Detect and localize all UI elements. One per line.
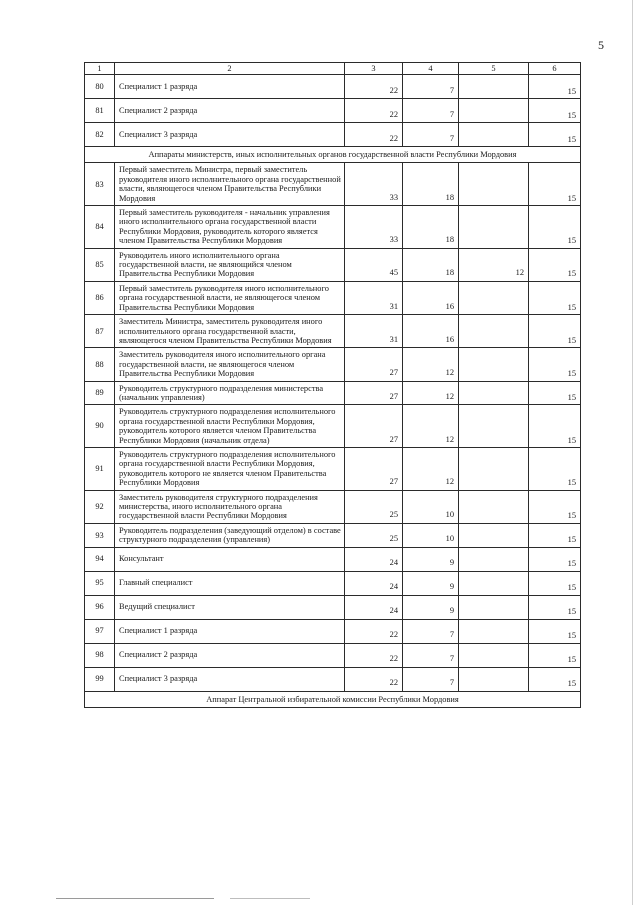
value-col-3: 24 bbox=[345, 547, 403, 571]
table-row bbox=[85, 447, 581, 490]
value-col-5 bbox=[459, 123, 529, 147]
section-title: Аппарат Центральной избирательной комиссии Республики Мордовия bbox=[85, 691, 581, 707]
value-col-3: 33 bbox=[345, 163, 403, 206]
header-col-6: 6 bbox=[529, 63, 581, 75]
value-col-3: 22 bbox=[345, 123, 403, 147]
row-number: 94 bbox=[85, 547, 115, 571]
value-col-3: 27 bbox=[345, 348, 403, 381]
value-col-5 bbox=[459, 667, 529, 691]
value-col-3: 22 bbox=[345, 643, 403, 667]
row-number: 90 bbox=[85, 405, 115, 448]
position-name: Заместитель руководителя иного исполнительного органа государственной власти, не являющегося членом Правительства Республики Мордовия bbox=[115, 348, 345, 381]
value-col-3: 45 bbox=[345, 248, 403, 281]
header-col-3: 3 bbox=[345, 63, 403, 75]
row-number: 83 bbox=[85, 163, 115, 206]
position-name: Первый заместитель руководителя иного исполнительного органа государственной власти, не являющегося членом Правительства Республики Мордовия bbox=[115, 281, 345, 314]
row-number: 82 bbox=[85, 123, 115, 147]
value-col-4: 7 bbox=[403, 643, 459, 667]
value-col-5 bbox=[459, 490, 529, 523]
row-number: 86 bbox=[85, 281, 115, 314]
position-name: Первый заместитель руководителя - начальник управления иного исполнительного органа государственной власти Республики Мордовия, руководитель которого является членом Правительства Республики Мордовия bbox=[115, 206, 345, 249]
value-col-6: 15 bbox=[529, 99, 581, 123]
position-name: Специалист 1 разряда bbox=[115, 619, 345, 643]
value-col-3: 22 bbox=[345, 99, 403, 123]
value-col-3: 31 bbox=[345, 315, 403, 348]
position-name: Руководитель структурного подразделения министерства (начальник управления) bbox=[115, 381, 345, 405]
value-col-3: 33 bbox=[345, 206, 403, 249]
table-row bbox=[85, 315, 581, 348]
row-number: 91 bbox=[85, 447, 115, 490]
footer-rule bbox=[56, 898, 214, 899]
value-col-4: 12 bbox=[403, 348, 459, 381]
position-name: Руководитель иного исполнительного органа государственной власти, не являющийся членом Правительства Республики Мордовия bbox=[115, 248, 345, 281]
header-col-5: 5 bbox=[459, 63, 529, 75]
value-col-4: 10 bbox=[403, 490, 459, 523]
table-row bbox=[85, 381, 581, 405]
value-col-6: 15 bbox=[529, 348, 581, 381]
value-col-4: 7 bbox=[403, 667, 459, 691]
value-col-3: 22 bbox=[345, 619, 403, 643]
value-col-6: 15 bbox=[529, 163, 581, 206]
position-name: Консультант bbox=[115, 547, 345, 571]
table-row bbox=[85, 523, 581, 547]
position-name: Специалист 2 разряда bbox=[115, 643, 345, 667]
value-col-5 bbox=[459, 206, 529, 249]
value-col-5 bbox=[459, 381, 529, 405]
value-col-5 bbox=[459, 619, 529, 643]
value-col-5 bbox=[459, 547, 529, 571]
table-row bbox=[85, 595, 581, 619]
header-col-4: 4 bbox=[403, 63, 459, 75]
value-col-4: 18 bbox=[403, 206, 459, 249]
value-col-6: 15 bbox=[529, 381, 581, 405]
value-col-5 bbox=[459, 447, 529, 490]
value-col-4: 18 bbox=[403, 248, 459, 281]
row-number: 99 bbox=[85, 667, 115, 691]
position-name: Заместитель руководителя структурного подразделения министерства, иного исполнительного органа государственной власти Республики Мордовия bbox=[115, 490, 345, 523]
position-name: Специалист 1 разряда bbox=[115, 75, 345, 99]
position-name: Руководитель подразделения (заведующий отделом) в составе структурного подразделения (управления) bbox=[115, 523, 345, 547]
value-col-6: 15 bbox=[529, 547, 581, 571]
value-col-3: 31 bbox=[345, 281, 403, 314]
value-col-4: 12 bbox=[403, 405, 459, 448]
position-name: Специалист 3 разряда bbox=[115, 123, 345, 147]
value-col-6: 15 bbox=[529, 447, 581, 490]
table-row bbox=[85, 206, 581, 249]
section-row bbox=[85, 147, 581, 163]
value-col-5 bbox=[459, 595, 529, 619]
row-number: 88 bbox=[85, 348, 115, 381]
row-number: 85 bbox=[85, 248, 115, 281]
value-col-4: 18 bbox=[403, 163, 459, 206]
value-col-4: 9 bbox=[403, 571, 459, 595]
value-col-4: 7 bbox=[403, 123, 459, 147]
row-number: 84 bbox=[85, 206, 115, 249]
position-name: Руководитель структурного подразделения исполнительного органа государственной власти Республики Мордовия, руководитель которого не является членом Правительства Республики Мордовия bbox=[115, 447, 345, 490]
value-col-5 bbox=[459, 571, 529, 595]
value-col-3: 25 bbox=[345, 523, 403, 547]
row-number: 81 bbox=[85, 99, 115, 123]
salary-table bbox=[84, 62, 581, 708]
value-col-4: 7 bbox=[403, 75, 459, 99]
value-col-4: 16 bbox=[403, 315, 459, 348]
value-col-3: 27 bbox=[345, 447, 403, 490]
value-col-4: 10 bbox=[403, 523, 459, 547]
value-col-6: 15 bbox=[529, 206, 581, 249]
table-row bbox=[85, 547, 581, 571]
value-col-6: 15 bbox=[529, 315, 581, 348]
header-col-2: 2 bbox=[115, 63, 345, 75]
value-col-4: 7 bbox=[403, 99, 459, 123]
row-number: 97 bbox=[85, 619, 115, 643]
table-row bbox=[85, 405, 581, 448]
value-col-4: 7 bbox=[403, 619, 459, 643]
table-row bbox=[85, 348, 581, 381]
value-col-5 bbox=[459, 348, 529, 381]
value-col-3: 22 bbox=[345, 667, 403, 691]
value-col-6: 15 bbox=[529, 405, 581, 448]
value-col-6: 15 bbox=[529, 643, 581, 667]
value-col-6: 15 bbox=[529, 619, 581, 643]
table-row bbox=[85, 667, 581, 691]
row-number: 80 bbox=[85, 75, 115, 99]
row-number: 93 bbox=[85, 523, 115, 547]
table-header-row bbox=[85, 63, 581, 75]
position-name: Специалист 2 разряда bbox=[115, 99, 345, 123]
table-row bbox=[85, 75, 581, 99]
value-col-6: 15 bbox=[529, 595, 581, 619]
row-number: 95 bbox=[85, 571, 115, 595]
page-edge-shadow bbox=[632, 0, 633, 905]
table-row bbox=[85, 281, 581, 314]
value-col-5 bbox=[459, 315, 529, 348]
table-row bbox=[85, 571, 581, 595]
section-row bbox=[85, 691, 581, 707]
value-col-5 bbox=[459, 99, 529, 123]
value-col-3: 22 bbox=[345, 75, 403, 99]
value-col-4: 16 bbox=[403, 281, 459, 314]
value-col-6: 15 bbox=[529, 667, 581, 691]
value-col-5 bbox=[459, 643, 529, 667]
value-col-6: 15 bbox=[529, 490, 581, 523]
table-row bbox=[85, 163, 581, 206]
value-col-5 bbox=[459, 281, 529, 314]
position-name: Руководитель структурного подразделения исполнительного органа государственной власти Республики Мордовия, руководитель которого является членом Правительства Республики Мордовия (начальник отдела) bbox=[115, 405, 345, 448]
value-col-6: 15 bbox=[529, 123, 581, 147]
value-col-3: 24 bbox=[345, 571, 403, 595]
value-col-3: 27 bbox=[345, 381, 403, 405]
value-col-5 bbox=[459, 75, 529, 99]
value-col-6: 15 bbox=[529, 523, 581, 547]
value-col-5 bbox=[459, 163, 529, 206]
value-col-6: 15 bbox=[529, 281, 581, 314]
row-number: 92 bbox=[85, 490, 115, 523]
value-col-4: 12 bbox=[403, 447, 459, 490]
row-number: 89 bbox=[85, 381, 115, 405]
table-row bbox=[85, 248, 581, 281]
position-name: Главный специалист bbox=[115, 571, 345, 595]
table-row bbox=[85, 123, 581, 147]
table-row bbox=[85, 643, 581, 667]
position-name: Ведущий специалист bbox=[115, 595, 345, 619]
table-row bbox=[85, 619, 581, 643]
row-number: 96 bbox=[85, 595, 115, 619]
row-number: 87 bbox=[85, 315, 115, 348]
value-col-5: 12 bbox=[459, 248, 529, 281]
value-col-6: 15 bbox=[529, 571, 581, 595]
position-name: Заместитель Министра, заместитель руководителя иного исполнительного органа государственной власти, являющегося членом Правительства Республики Мордовия bbox=[115, 315, 345, 348]
value-col-3: 27 bbox=[345, 405, 403, 448]
value-col-4: 9 bbox=[403, 547, 459, 571]
value-col-3: 24 bbox=[345, 595, 403, 619]
value-col-4: 9 bbox=[403, 595, 459, 619]
position-name: Первый заместитель Министра, первый заместитель руководителя иного исполнительного органа государственной власти, являющегося членом Правительства Республики Мордовия bbox=[115, 163, 345, 206]
footer-rule-short bbox=[230, 898, 310, 899]
row-number: 98 bbox=[85, 643, 115, 667]
table-row bbox=[85, 99, 581, 123]
value-col-5 bbox=[459, 523, 529, 547]
section-title: Аппараты министерств, иных исполнительных органов государственной власти Республики Мордовия bbox=[85, 147, 581, 163]
value-col-5 bbox=[459, 405, 529, 448]
header-col-1: 1 bbox=[85, 63, 115, 75]
value-col-4: 12 bbox=[403, 381, 459, 405]
position-name: Специалист 3 разряда bbox=[115, 667, 345, 691]
value-col-6: 15 bbox=[529, 75, 581, 99]
table-row bbox=[85, 490, 581, 523]
page-number: 5 bbox=[598, 38, 604, 52]
value-col-3: 25 bbox=[345, 490, 403, 523]
value-col-6: 15 bbox=[529, 248, 581, 281]
